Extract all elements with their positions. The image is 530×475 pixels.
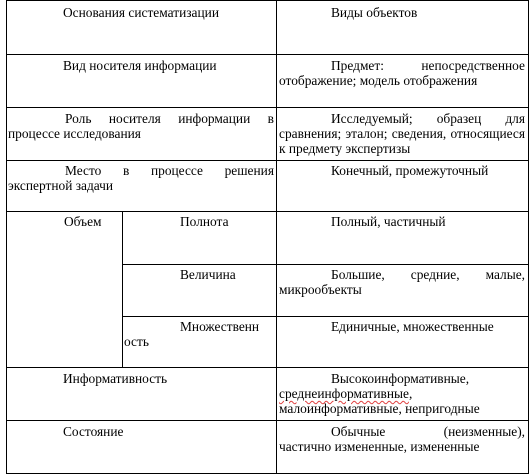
types-cell <box>279 319 525 334</box>
spell-error-mark: среднеинформативные <box>279 386 409 401</box>
sub-basis-completeness: Полнота <box>180 214 229 229</box>
sub-basis-cell <box>124 319 274 349</box>
types-size: Большие, средние, малые, микрообъекты <box>279 267 525 297</box>
basis-task-place: Место в процессе решения экспертной задачи <box>8 163 274 193</box>
table-rule <box>6 473 529 474</box>
sub-basis-cell <box>124 267 274 282</box>
types-informativeness-line2 <box>279 386 525 401</box>
basis-cell <box>8 111 274 141</box>
table-rule <box>122 211 123 368</box>
header-basis: Основания систематизации <box>63 5 219 20</box>
types-media-role: Исследуемый; образец для сравнения; эталон; сведения, относящиеся к предмету экспертизы <box>279 111 525 156</box>
table-rule <box>6 107 529 108</box>
table-rule <box>6 420 529 421</box>
table-rule <box>528 0 529 474</box>
header-types: Виды объектов <box>331 5 418 20</box>
types-completeness: Полный, частичный <box>331 214 446 229</box>
types-cell <box>279 214 525 229</box>
types-informativeness-comma: , <box>408 386 413 401</box>
table-rule <box>6 211 529 212</box>
table-rule <box>6 0 7 474</box>
basis-cell <box>8 424 274 439</box>
types-informativeness-line1: Высокоинформативные, <box>331 371 470 386</box>
basis-cell <box>8 214 120 229</box>
basis-media-role: Роль носителя информации в процессе исследования <box>8 111 274 141</box>
table-rule <box>6 0 529 1</box>
sub-basis-multiplicity-line2: ость <box>124 334 149 349</box>
basis-state: Состояние <box>63 424 124 439</box>
types-cell <box>279 58 525 88</box>
types-state: Обычные (неизменные), частично измененные, измененные <box>279 424 525 454</box>
sub-basis-cell <box>124 214 274 229</box>
basis-cell <box>8 163 274 193</box>
sub-basis-size: Величина <box>180 267 236 282</box>
types-cell <box>279 424 525 454</box>
table-rule <box>6 367 529 368</box>
types-cell <box>279 163 525 178</box>
table-rule <box>122 264 529 265</box>
basis-cell <box>8 371 274 386</box>
header-types-cell <box>279 5 525 20</box>
types-media-type: Предмет: непосредственное отображение; модель отображения <box>279 58 525 88</box>
basis-volume: Объем <box>64 214 102 229</box>
types-multiplicity: Единичные, множественные <box>331 319 494 334</box>
types-informativeness-line3: малоинформативные, непригодные <box>279 401 480 416</box>
table-rule <box>122 316 529 317</box>
table-rule <box>6 160 529 161</box>
types-cell <box>279 267 525 297</box>
types-cell <box>279 371 525 416</box>
sub-basis-multiplicity-line1: Множественн <box>180 319 260 334</box>
basis-cell <box>8 58 274 73</box>
basis-informativeness: Информативность <box>63 371 168 386</box>
table-rule <box>276 0 277 474</box>
basis-media-type: Вид носителя информации <box>63 58 217 73</box>
header-basis-cell <box>8 5 274 20</box>
types-cell <box>279 111 525 156</box>
types-task-place: Конечный, промежуточный <box>331 163 489 178</box>
table-rule <box>6 54 529 55</box>
